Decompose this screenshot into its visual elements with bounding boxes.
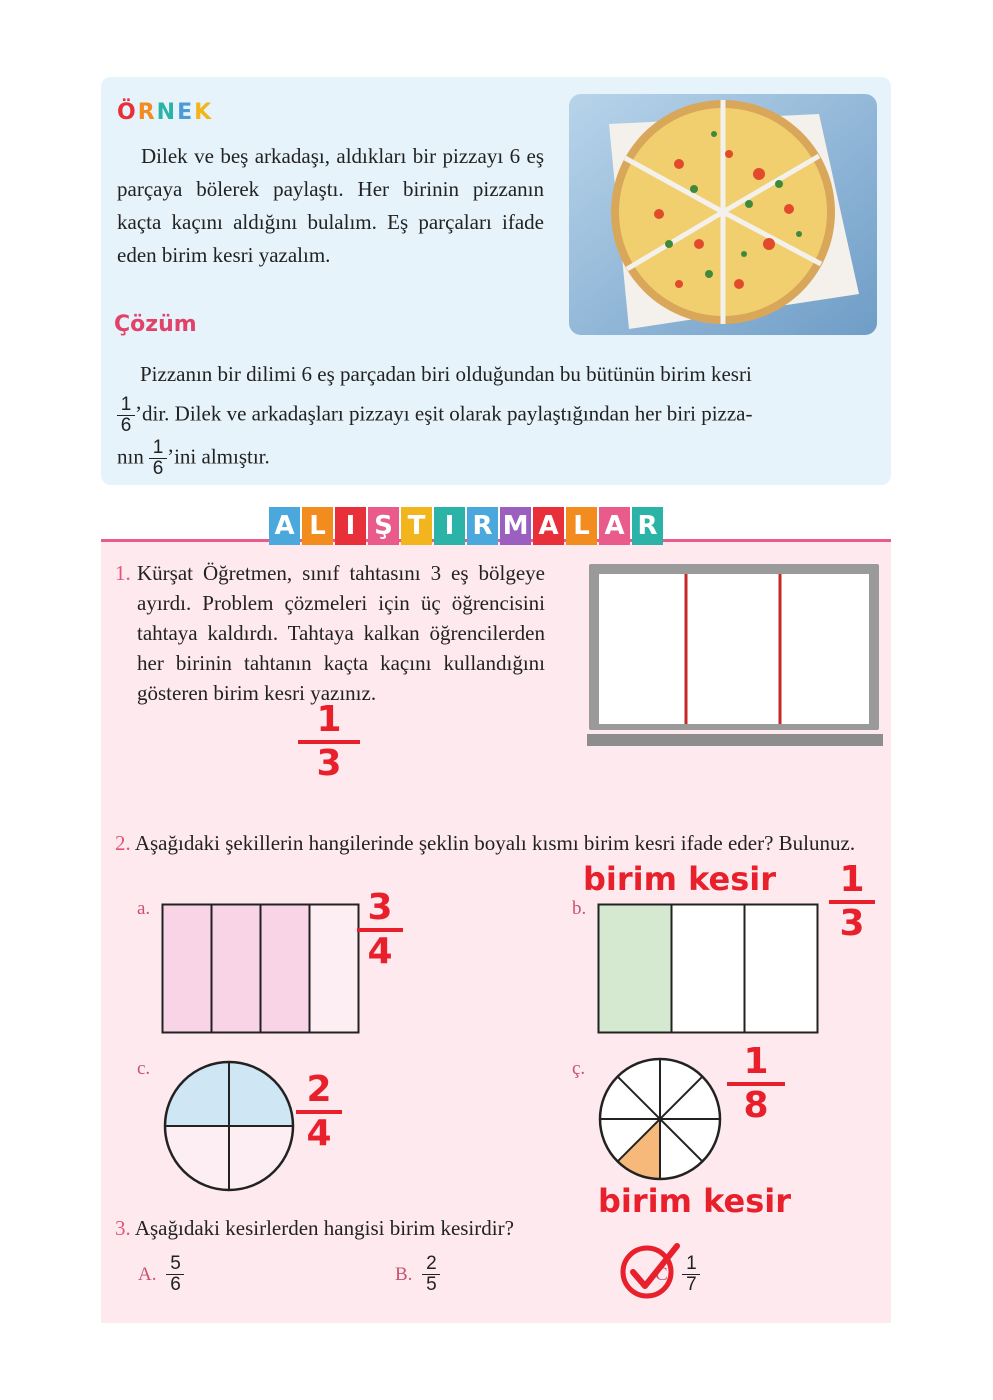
denominator: 6 bbox=[170, 1274, 181, 1295]
option-label: A. bbox=[138, 1263, 157, 1285]
banner-letter: M bbox=[500, 507, 531, 545]
pizza-image bbox=[569, 94, 877, 335]
option-label: B. bbox=[395, 1263, 413, 1285]
title-letter: N bbox=[156, 100, 178, 125]
denominator: 6 bbox=[120, 415, 132, 436]
title-letter: R bbox=[137, 100, 157, 125]
banner-letter: L bbox=[566, 507, 597, 545]
item-cc-answer bbox=[727, 1042, 785, 1126]
title-letter: K bbox=[194, 100, 214, 125]
question-text: Aşağıdaki şekillerin hangilerinde şeklin boyalı kısmı birim kesri ifade eder? Bulunuz. bbox=[134, 831, 856, 855]
shape-a-rectangle bbox=[161, 903, 360, 1039]
numerator: 1 bbox=[120, 394, 132, 415]
title-letter: Ö bbox=[117, 100, 138, 125]
item-b-label: b. bbox=[572, 898, 587, 919]
banner-letter: T bbox=[401, 507, 432, 545]
numerator: 1 bbox=[152, 437, 164, 458]
solution-line-2 bbox=[117, 395, 753, 436]
denominator: 7 bbox=[686, 1274, 697, 1295]
question-text: Aşağıdaki kesirlerden hangisi birim kesirdir? bbox=[134, 1216, 514, 1240]
numerator: 3 bbox=[367, 887, 393, 928]
question-number: 1. bbox=[115, 561, 131, 585]
fraction bbox=[117, 395, 135, 436]
item-cc-label: ç. bbox=[572, 1058, 586, 1079]
denominator: 4 bbox=[306, 1113, 332, 1154]
denominator: 5 bbox=[426, 1274, 437, 1295]
option-b[interactable] bbox=[395, 1254, 440, 1295]
question-number: 2. bbox=[115, 831, 131, 855]
banner-letter: R bbox=[632, 507, 663, 545]
example-text: Dilek ve beş arkadaşı, aldıkları bir pizzayı 6 eş parçaya bölerek paylaştı. Her birinin pizzanın kaçta kaçını aldığını bulalım. Eş parçaları ifade eden birim kesri yazalım. bbox=[117, 144, 544, 267]
question-3 bbox=[115, 1216, 514, 1241]
numerator: 2 bbox=[306, 1069, 332, 1110]
banner-letter: I bbox=[434, 507, 465, 545]
numerator: 1 bbox=[743, 1041, 769, 1082]
banner-letter: I bbox=[335, 507, 366, 545]
denominator: 6 bbox=[152, 458, 164, 479]
item-a-label: a. bbox=[137, 898, 151, 919]
title-letter: E bbox=[177, 100, 195, 125]
option-a[interactable] bbox=[138, 1254, 184, 1295]
solution-text: nın bbox=[117, 444, 144, 469]
exercises-banner bbox=[269, 507, 665, 547]
question-1 bbox=[115, 558, 545, 708]
example-title bbox=[117, 100, 213, 125]
banner-letter: A bbox=[533, 507, 564, 545]
item-cc-note: birim kesir bbox=[598, 1182, 792, 1220]
q1-answer-fraction bbox=[298, 700, 360, 784]
numerator: 1 bbox=[686, 1253, 697, 1274]
solution-line-3 bbox=[117, 438, 270, 479]
fraction bbox=[166, 1254, 184, 1295]
denominator: 3 bbox=[316, 743, 342, 784]
banner-letter: A bbox=[599, 507, 630, 545]
solution-text: ’ini almıştır. bbox=[167, 444, 270, 469]
option-label: C. bbox=[655, 1263, 673, 1285]
numerator: 2 bbox=[426, 1253, 437, 1274]
item-c-answer bbox=[296, 1070, 342, 1154]
chalkboard bbox=[587, 562, 883, 755]
numerator: 1 bbox=[316, 699, 342, 740]
fraction bbox=[682, 1254, 700, 1295]
item-a-answer bbox=[357, 888, 403, 972]
check-mark-icon bbox=[619, 1240, 683, 1305]
item-b-answer bbox=[829, 860, 875, 944]
banner-letter: L bbox=[302, 507, 333, 545]
banner-letter: R bbox=[467, 507, 498, 545]
shape-cc-circle bbox=[596, 1055, 724, 1188]
banner-letter: Ş bbox=[368, 507, 399, 545]
question-2 bbox=[115, 828, 882, 858]
solution-title: Çözüm bbox=[114, 312, 197, 337]
item-b-note: birim kesir bbox=[583, 860, 777, 898]
solution-text: ’dir. Dilek ve arkadaşları pizzayı eşit olarak paylaştığından her biri pizza- bbox=[135, 401, 753, 426]
banner-letter: A bbox=[269, 507, 300, 545]
item-c-label: c. bbox=[137, 1058, 151, 1079]
denominator: 8 bbox=[743, 1085, 769, 1126]
numerator: 5 bbox=[170, 1253, 181, 1274]
shape-b-rectangle bbox=[597, 903, 819, 1039]
numerator: 1 bbox=[839, 859, 865, 900]
question-text: Kürşat Öğretmen, sınıf tahtasını 3 eş bölgeye ayırdı. Problem çözmeleri için üç öğrencisini tahtaya kaldırdı. Tahtaya kalkan öğrencilerden her birinin tahtanın kaçta kaçını kullandığını gösteren birim kesri yazınız. bbox=[137, 561, 545, 705]
denominator: 4 bbox=[367, 931, 393, 972]
question-number: 3. bbox=[115, 1216, 131, 1240]
shape-c-circle bbox=[161, 1058, 297, 1199]
solution-line-1: Pizzanın bir dilimi 6 eş parçadan biri olduğundan bu bütünün birim kesri bbox=[140, 362, 752, 386]
denominator: 3 bbox=[839, 903, 865, 944]
fraction bbox=[149, 438, 167, 479]
fraction bbox=[422, 1254, 440, 1295]
